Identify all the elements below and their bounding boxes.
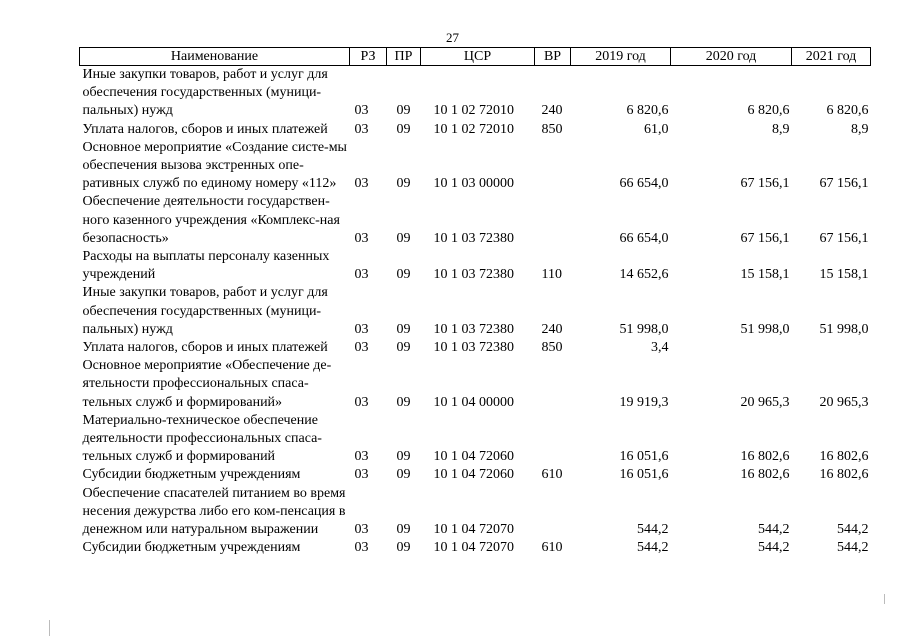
- row-vr: [535, 412, 571, 467]
- table-row: [80, 539, 871, 557]
- row-csr: 10 1 04 72070: [433, 522, 514, 538]
- row-pr: 09: [396, 267, 411, 283]
- row-2019: 16 051,6: [619, 449, 669, 465]
- row-2020: 67 156,1: [740, 230, 790, 246]
- row-2020: [671, 339, 792, 357]
- row-vr: 240: [541, 103, 563, 119]
- row-2021: [792, 339, 871, 357]
- row-pr: 09: [396, 103, 411, 119]
- row-name: Уплата налогов, сборов и иных платежей: [82, 340, 328, 356]
- row-2020: 16 802,6: [740, 467, 790, 483]
- row-2019: 6 820,6: [626, 103, 669, 119]
- row-2021: 16 802,6: [819, 467, 869, 483]
- row-2019: 16 051,6: [619, 467, 669, 483]
- table-row: [80, 357, 871, 412]
- row-2019: 66 654,0: [619, 230, 669, 246]
- row-2019: 61,0: [644, 121, 669, 137]
- row-csr: 10 1 04 72060: [433, 467, 514, 483]
- row-2019: 544,2: [637, 522, 669, 538]
- row-rz: 03: [354, 522, 369, 538]
- row-name: Обеспечение деятельности государствен-ного казенного учреждения «Комплекс-ная безопасность»: [82, 194, 340, 246]
- row-rz: 03: [354, 467, 369, 483]
- row-2020: 544,2: [758, 540, 790, 556]
- row-csr: 10 1 03 72380: [433, 321, 514, 337]
- scan-edge-mark: [49, 620, 50, 636]
- row-rz: 03: [354, 267, 369, 283]
- row-2021: 6 820,6: [826, 103, 869, 119]
- row-csr: 10 1 03 72380: [433, 267, 514, 283]
- row-rz: 03: [354, 394, 369, 410]
- table-row: [80, 284, 871, 339]
- row-rz: 03: [354, 540, 369, 556]
- row-csr: 10 1 03 72380: [433, 340, 514, 356]
- row-2021: 67 156,1: [819, 176, 869, 192]
- row-vr: 110: [541, 267, 562, 283]
- row-2019: 3,4: [651, 340, 669, 356]
- row-csr: 10 1 03 00000: [433, 176, 514, 192]
- row-rz: 03: [354, 321, 369, 337]
- row-2021: 67 156,1: [819, 230, 869, 246]
- row-2019: 14 652,6: [619, 267, 669, 283]
- table-row: [80, 248, 871, 284]
- row-vr: [535, 357, 571, 412]
- row-csr: 10 1 04 00000: [433, 394, 514, 410]
- row-csr: 10 1 03 72380: [433, 230, 514, 246]
- row-pr: 09: [396, 394, 411, 410]
- row-name: Основное мероприятие «Создание систе-мы обеспечения вызова экстренных опе-ративных служб по единому номеру «112»: [82, 139, 347, 192]
- scan-edge-mark: [884, 594, 885, 604]
- row-rz: 03: [354, 340, 369, 356]
- row-2021: 20 965,3: [819, 394, 869, 410]
- table-row: [80, 339, 871, 357]
- row-vr: [535, 193, 571, 248]
- row-2020: 15 158,1: [740, 267, 790, 283]
- row-pr: 09: [396, 467, 411, 483]
- row-pr: 09: [396, 176, 411, 192]
- row-2020: 16 802,6: [740, 449, 790, 465]
- row-rz: 03: [354, 121, 369, 137]
- row-2019: 544,2: [637, 540, 669, 556]
- header-vr: ВР: [535, 48, 571, 66]
- header-2020: 2020 год: [671, 48, 792, 66]
- row-vr: 850: [541, 340, 563, 356]
- row-2019: 66 654,0: [619, 176, 669, 192]
- row-vr: 850: [541, 121, 563, 137]
- row-2020: 51 998,0: [740, 321, 790, 337]
- row-csr: 10 1 02 72010: [433, 121, 514, 137]
- row-2021: 544,2: [837, 540, 869, 556]
- table-row: [80, 121, 871, 139]
- header-2019: 2019 год: [571, 48, 671, 66]
- row-2021: 15 158,1: [819, 267, 869, 283]
- row-vr: [535, 139, 571, 194]
- table-header-row: [80, 48, 871, 66]
- header-2021: 2021 год: [792, 48, 871, 66]
- table-row: [80, 466, 871, 484]
- header-name: Наименование: [80, 48, 350, 66]
- row-rz: 03: [354, 449, 369, 465]
- row-pr: 09: [396, 449, 411, 465]
- row-pr: 09: [396, 522, 411, 538]
- row-pr: 09: [396, 340, 411, 356]
- row-rz: 03: [354, 230, 369, 246]
- row-name: Субсидии бюджетным учреждениям: [82, 540, 301, 556]
- row-name: Расходы на выплаты персоналу казенных учреждений: [82, 249, 330, 283]
- row-2021: 51 998,0: [819, 321, 869, 337]
- table-row: [80, 139, 871, 194]
- row-2021: 544,2: [837, 522, 869, 538]
- row-name: Материально-техническое обеспечение деятельности профессиональных спаса-тельных служб и формирований: [82, 412, 322, 465]
- row-csr: 10 1 04 72060: [433, 449, 514, 465]
- budget-table: [79, 47, 871, 557]
- table-row: [80, 193, 871, 248]
- row-2019: 51 998,0: [619, 321, 669, 337]
- row-2021: 8,9: [851, 121, 869, 137]
- row-pr: 09: [396, 121, 411, 137]
- row-rz: 03: [354, 176, 369, 192]
- row-2020: 8,9: [772, 121, 790, 137]
- header-csr: ЦСР: [421, 48, 535, 66]
- row-csr: 10 1 02 72010: [433, 103, 514, 119]
- row-2020: 6 820,6: [747, 103, 790, 119]
- row-csr: 10 1 04 72070: [433, 540, 514, 556]
- row-name: Основное мероприятие «Обеспечение де-ятельности профессиональных спаса-тельных служб и формирований»: [82, 358, 332, 410]
- row-2020: 67 156,1: [740, 176, 790, 192]
- table-row: [80, 485, 871, 540]
- row-pr: 09: [396, 321, 411, 337]
- header-pr: ПР: [387, 48, 421, 66]
- row-2020: 544,2: [758, 522, 790, 538]
- row-pr: 09: [396, 540, 411, 556]
- row-name: Иные закупки товаров, работ и услуг для обеспечения государственных (муници-пальных) нужд: [82, 67, 328, 119]
- row-2021: 16 802,6: [819, 449, 869, 465]
- row-name: Субсидии бюджетным учреждениям: [82, 467, 301, 483]
- row-vr: 610: [541, 467, 563, 483]
- row-name: Иные закупки товаров, работ и услуг для обеспечения государственных (муници-пальных) нужд: [82, 285, 328, 337]
- table-row: [80, 66, 871, 121]
- row-vr: [535, 485, 571, 540]
- row-name: Уплата налогов, сборов и иных платежей: [82, 121, 328, 137]
- row-rz: 03: [354, 103, 369, 119]
- row-vr: 240: [541, 321, 563, 337]
- row-vr: 610: [541, 540, 563, 556]
- page-number: 27: [446, 30, 459, 45]
- header-rz: РЗ: [350, 48, 387, 66]
- row-name: Обеспечение спасателей питанием во время несения дежурства либо его ком-пенсация в денежном или натуральном выражении: [82, 485, 346, 538]
- table-row: [80, 412, 871, 467]
- row-pr: 09: [396, 230, 411, 246]
- row-2019: 19 919,3: [619, 394, 669, 410]
- row-2020: 20 965,3: [740, 394, 790, 410]
